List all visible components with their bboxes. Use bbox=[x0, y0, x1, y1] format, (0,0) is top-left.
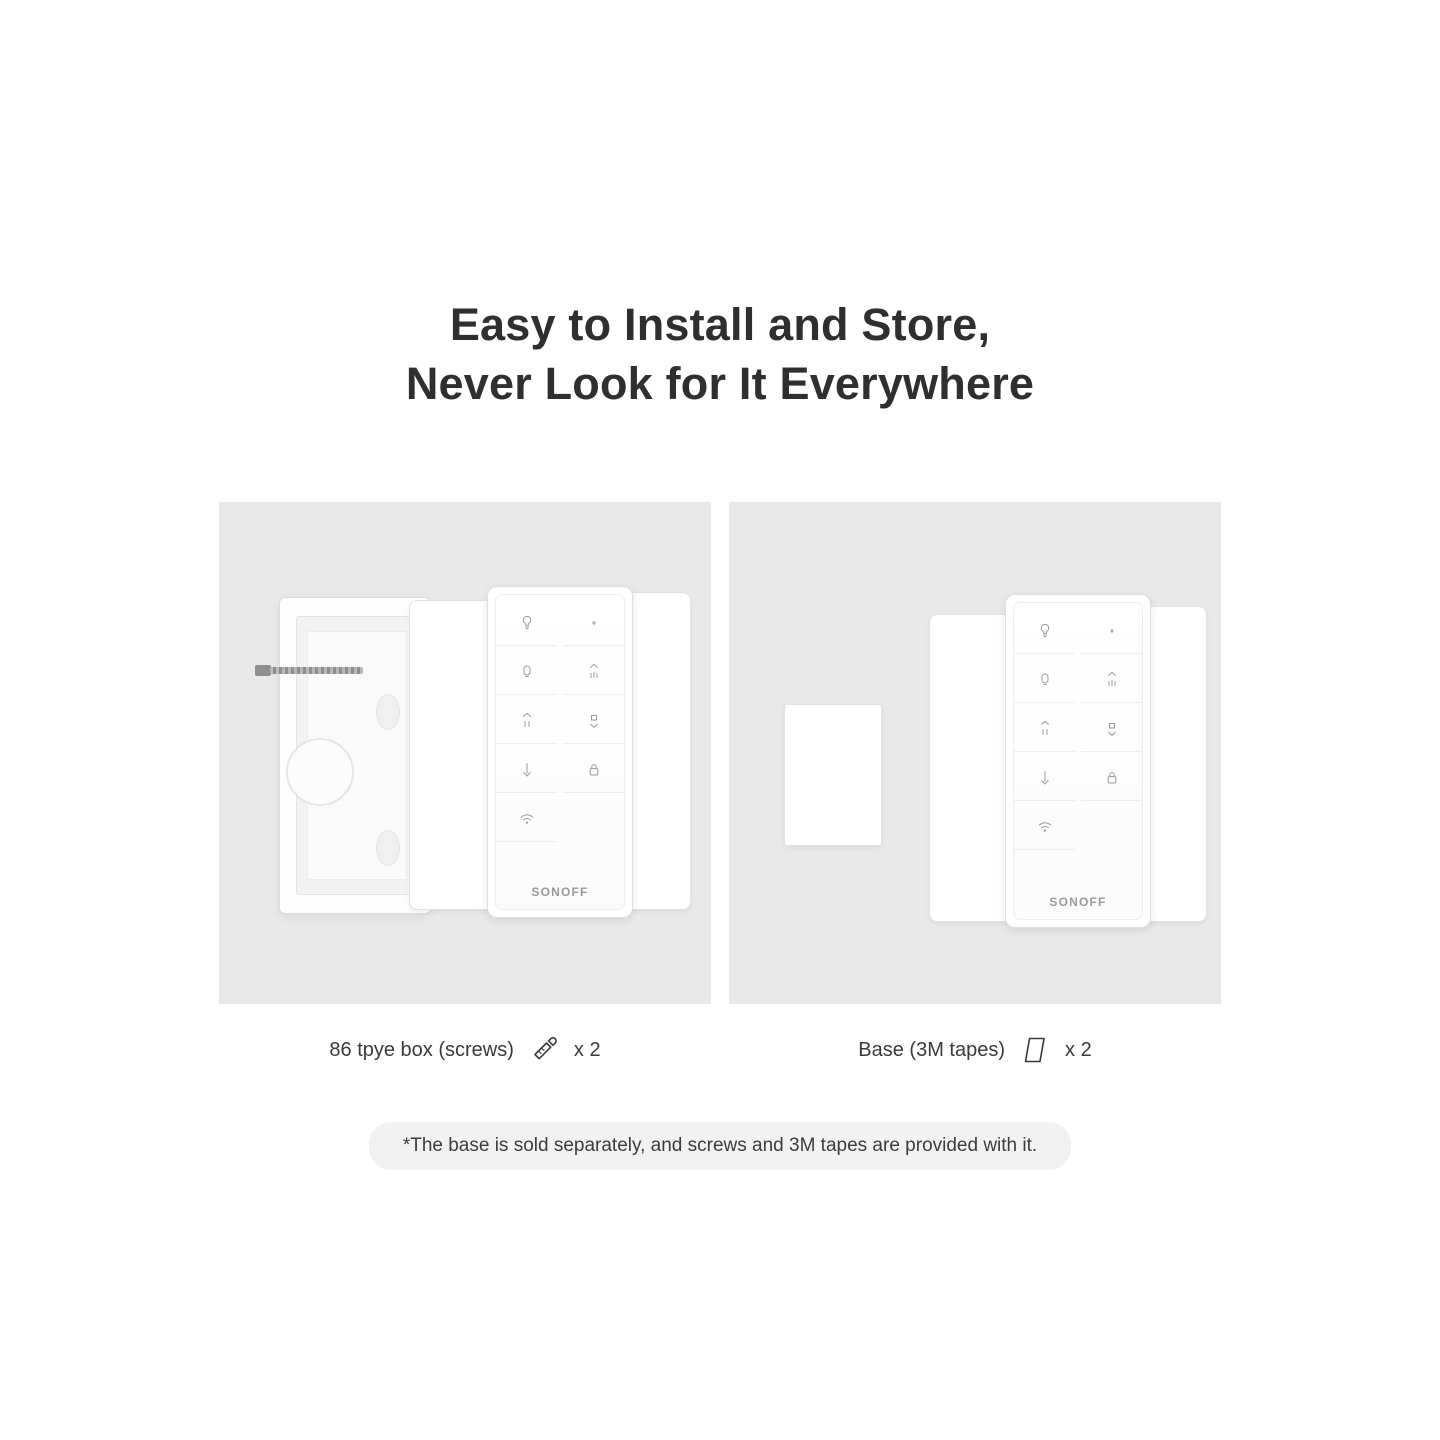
remote-body bbox=[1005, 594, 1151, 928]
key-wifi[interactable] bbox=[1014, 805, 1075, 850]
panel-base-tape bbox=[729, 502, 1221, 1070]
page-title-line-1: Easy to Install and Store, bbox=[449, 299, 991, 350]
wall-box-screw-ring bbox=[286, 738, 354, 806]
caption-quantity: x 2 bbox=[1065, 1038, 1092, 1061]
key-lock[interactable] bbox=[1081, 756, 1142, 801]
footnote-container bbox=[0, 1122, 1440, 1170]
panel-base-tape-image bbox=[729, 502, 1221, 1004]
caption-label: 86 tpye box (screws) bbox=[329, 1038, 514, 1061]
remote-keypad bbox=[496, 601, 624, 842]
wall-box-knockout-bottom bbox=[376, 830, 400, 866]
key-fan-down[interactable] bbox=[563, 699, 624, 744]
key-fan-down[interactable] bbox=[1081, 707, 1142, 752]
screw-head bbox=[255, 665, 271, 676]
key-light-on[interactable] bbox=[1014, 609, 1075, 654]
key-curtain-up[interactable] bbox=[496, 699, 557, 744]
screw-icon bbox=[524, 1033, 564, 1067]
key-light-off[interactable] bbox=[1014, 658, 1075, 703]
adhesive-tape-plate bbox=[784, 704, 882, 846]
panel-86-box-image bbox=[219, 502, 711, 1004]
key-light-on[interactable] bbox=[496, 601, 557, 646]
feature-panels bbox=[219, 502, 1221, 1070]
remote-body bbox=[487, 586, 633, 918]
key-fan-up[interactable] bbox=[1081, 658, 1142, 703]
page-title bbox=[0, 296, 1440, 413]
wall-box-knockout-top bbox=[376, 694, 400, 730]
mounting-screw bbox=[255, 665, 363, 676]
key-curtain-down[interactable] bbox=[1014, 756, 1075, 801]
tape-square-icon bbox=[1015, 1033, 1055, 1067]
key-lock[interactable] bbox=[563, 748, 624, 793]
key-indicator-dot[interactable] bbox=[1081, 609, 1142, 654]
remote-keypad bbox=[1014, 609, 1142, 850]
caption-quantity: x 2 bbox=[573, 1038, 601, 1061]
brand-logo: SONOFF bbox=[1049, 895, 1107, 909]
panel-base-tape-caption bbox=[729, 1030, 1221, 1070]
footnote-text: *The base is sold separately, and screws and 3M tapes are provided with it. bbox=[369, 1122, 1071, 1170]
caption-label: Base (3M tapes) bbox=[858, 1038, 1006, 1061]
key-fan-up[interactable] bbox=[563, 650, 624, 695]
remote-control-left bbox=[409, 586, 689, 922]
brand-logo: SONOFF bbox=[531, 885, 589, 899]
page-title-line-2: Never Look for It Everywhere bbox=[405, 357, 1035, 409]
remote-control-right bbox=[929, 594, 1209, 934]
key-curtain-up[interactable] bbox=[1014, 707, 1075, 752]
key-curtain-down[interactable] bbox=[496, 748, 557, 793]
key-light-off[interactable] bbox=[496, 650, 557, 695]
screw-shaft bbox=[270, 667, 363, 674]
panel-86-box-caption bbox=[219, 1030, 711, 1070]
key-indicator-dot[interactable] bbox=[563, 601, 624, 646]
key-wifi[interactable] bbox=[496, 797, 557, 842]
panel-86-box bbox=[219, 502, 711, 1070]
